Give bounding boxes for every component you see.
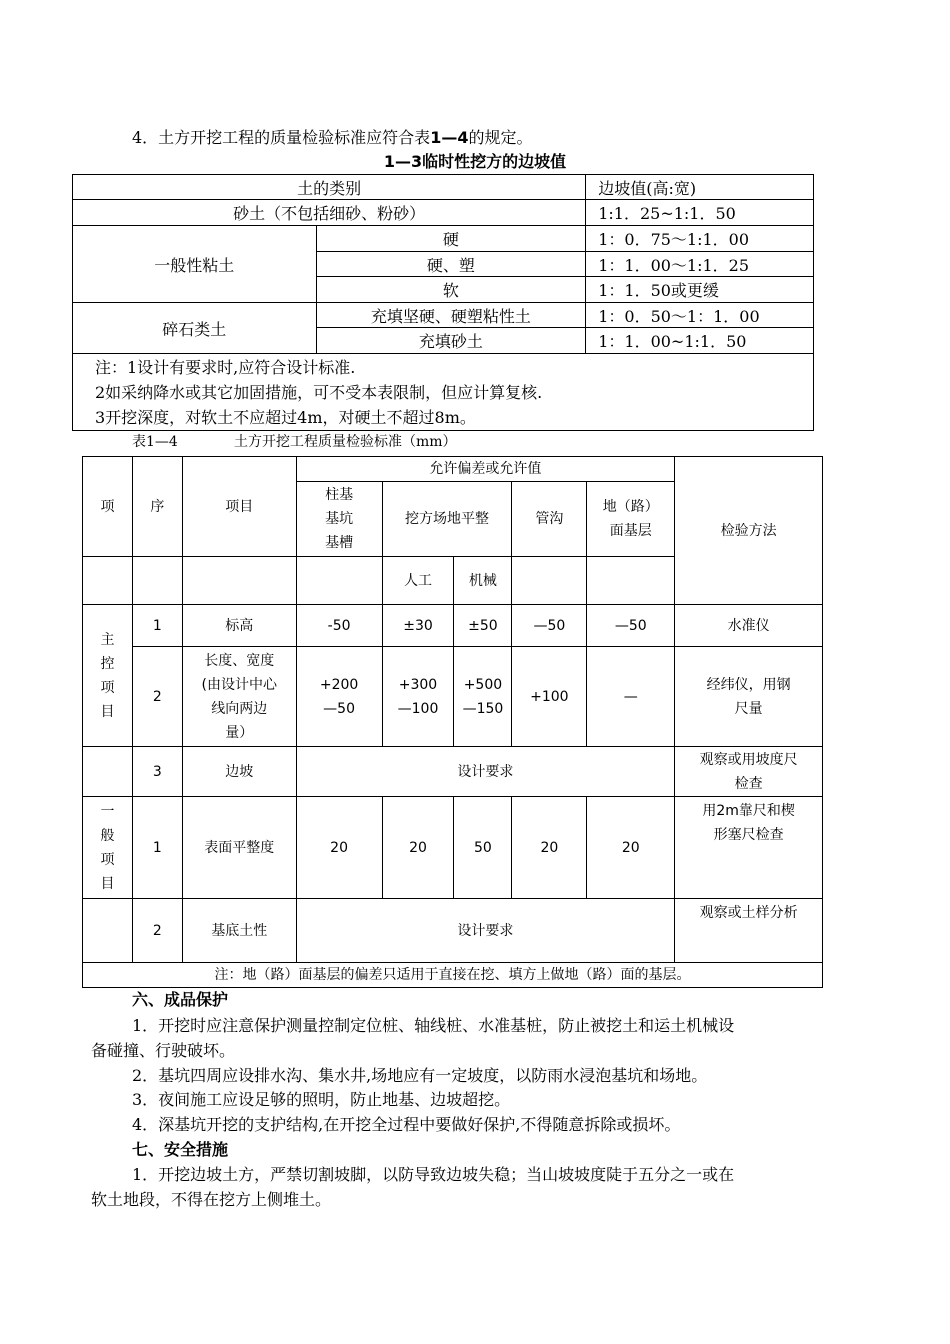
empty-cell [132,557,182,605]
head-soil: 土的类别 [73,175,586,200]
m2-v4: — [587,647,675,747]
main-items: 主 控 项 目 [83,605,133,747]
empty-cell [83,747,133,797]
m2-v0: +200 —50 [296,647,382,747]
hard-plastic-label: 硬、塑 [316,252,586,277]
inspection-table [82,456,823,988]
m3-value: 设计要求 [296,747,675,797]
s6-p1b: 备碰撞、行驶破坏。 [91,1041,236,1060]
table14-caption-no: 表1—4 [132,434,178,450]
hard-label: 硬 [316,226,586,252]
m3-method: 观察或用坡度尺 检查 [675,747,823,797]
s6-p2: 2．基坑四周应设排水沟、集水井,场地应有一定坡度，以防雨水浸泡基坑和场地。 [132,1066,708,1085]
m2-v1: +300 —100 [382,647,454,747]
hard-plastic-slope: 1：1．00～1:1．25 [586,252,814,277]
soft-label: 软 [316,277,586,303]
g1-v4: 20 [587,797,675,899]
s6-p4: 4．深基坑开挖的支护结构,在开挖全过程中要做好保护,不得随意拆除或损坏。 [132,1115,681,1134]
intro-text: 4．土方开挖工程的质量检验标准应符合表 [132,128,431,147]
head-pit: 柱基 基坑 基槽 [296,482,382,557]
head-site: 挖方场地平整 [382,482,512,557]
general-items: 一 般 项 目 [83,797,133,899]
intro-table-ref: 1—4 [430,128,469,147]
m1-v0: -50 [296,605,382,647]
s7-p1b: 软土地段，不得在挖方上侧堆土。 [91,1190,332,1209]
m1-method: 水准仪 [675,605,823,647]
m2-seq: 2 [132,647,182,747]
head-base: 地（路） 面基层 [587,482,675,557]
g1-v0: 20 [296,797,382,899]
empty-cell [83,557,133,605]
s6-p3: 3．夜间施工应设足够的照明，防止地基、边坡超挖。 [132,1090,511,1109]
table14-note: 注：地（路）面基层的偏差只适用于直接在挖、填方上做地（路）面的基层。 [83,963,823,988]
g1-v3: 20 [512,797,587,899]
m1-name: 标高 [182,605,296,647]
note-2: 2如采纳降水或其它加固措施，可不受本表限制，但应计算复核. [95,382,543,402]
m3-seq: 3 [132,747,182,797]
m3-name: 边坡 [182,747,296,797]
note-3: 3开挖深度，对软土不应超过4m，对硬土不超过8m。 [95,407,476,427]
table14-caption: 土方开挖工程质量检验标准（mm） [234,434,457,450]
m1-v4: —50 [587,605,675,647]
empty-cell [182,557,296,605]
intro-end: 的规定。 [468,128,533,147]
intro-line [132,127,532,149]
g2-value: 设计要求 [296,899,675,963]
hard-slope: 1：0．75～1:1．00 [586,226,814,252]
m1-v3: —50 [512,605,587,647]
cohesive-soil: 一般性粘土 [73,226,317,303]
filled-sand-label: 充填砂土 [316,328,586,354]
head-seq: 序 [132,457,182,557]
m1-seq: 1 [132,605,182,647]
g2-seq: 2 [132,899,182,963]
head-item: 项 [83,457,133,557]
s6-p1a: 1．开挖时应注意保护测量控制定位桩、轴线桩、水准基桩，防止被挖土和运土机械设 [132,1016,735,1035]
head-name: 项目 [182,457,296,557]
filled-sand-slope: 1：1．00~1:1．50 [586,328,814,354]
filled-clay-slope: 1：0．50～1：1．00 [586,303,814,328]
head-allow: 允许偏差或允许值 [296,457,675,482]
empty-cell [83,899,133,963]
m2-v2: +500 —150 [454,647,512,747]
filled-clay-label: 充填坚硬、硬塑粘性土 [316,303,586,328]
table13-title: 1—3临时性挖方的边坡值 [383,152,567,171]
g1-method: 用2m靠尺和楔 形塞尺检查 [675,797,823,899]
m1-v1: ±30 [382,605,454,647]
m2-name: 长度、宽度 (由设计中心 线向两边 量） [182,647,296,747]
g1-name: 表面平整度 [182,797,296,899]
empty-cell [296,557,382,605]
head-slope: 边坡值(高:宽) [586,175,814,200]
s6-title: 六、成品保护 [132,990,229,1009]
g2-name: 基底土性 [182,899,296,963]
slope-table [72,174,814,431]
empty-cell [587,557,675,605]
s7-p1a: 1．开挖边坡土方，严禁切割坡脚，以防导致边坡失稳；当山坡坡度陡于五分之一或在 [132,1165,735,1184]
table13-notes [73,354,814,431]
m2-method: 经纬仪，用钢 尺量 [675,647,823,747]
head-manual: 人工 [382,557,454,605]
g1-v1: 20 [382,797,454,899]
m1-v2: ±50 [454,605,512,647]
sand-soil: 砂土（不包括细砂、粉砂） [73,200,586,226]
head-machine: 机械 [454,557,512,605]
m2-v3: +100 [512,647,587,747]
gravel-soil: 碎石类土 [73,303,317,354]
note-1: 注：1设计有要求时,应符合设计标准. [95,357,356,377]
sand-slope: 1:1．25~1:1．50 [586,200,814,226]
head-ditch: 管沟 [512,482,587,557]
g1-seq: 1 [132,797,182,899]
g1-v2: 50 [454,797,512,899]
g2-method: 观察或土样分析 [675,899,823,963]
head-method: 检验方法 [675,457,823,605]
empty-cell [512,557,587,605]
soft-slope: 1：1．50或更缓 [586,277,814,303]
s7-title: 七、安全措施 [132,1140,229,1159]
